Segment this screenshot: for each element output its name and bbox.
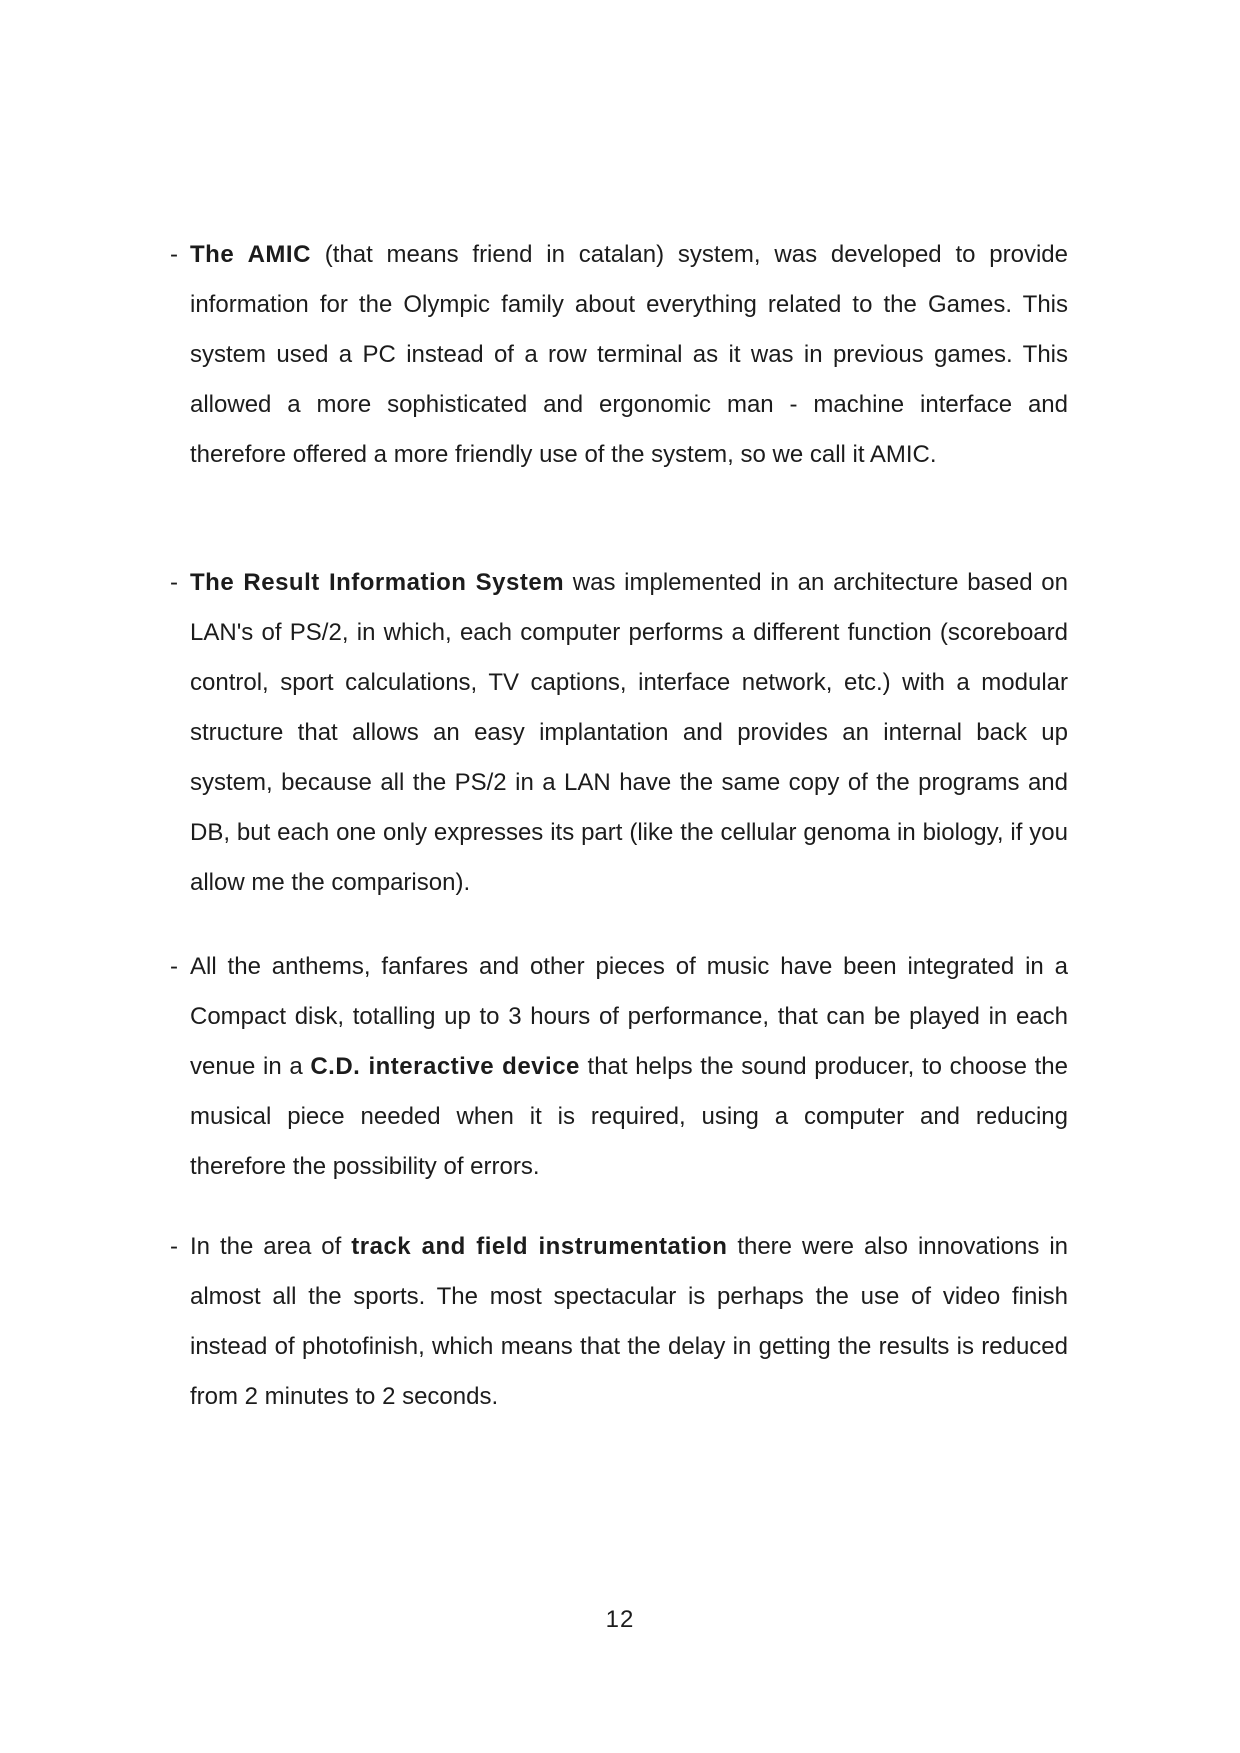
paragraph-text-after: there were also innovations in almost all the sports. The most spectacular is perhaps the use of video finish instead of photofinish, which means that the delay in getting the results is reduced from 2 minutes to 2 seconds. <box>190 1233 1068 1410</box>
paragraph-text-after: that helps the sound producer, to choose the musical piece needed when it is required, using a computer and reducing therefore the possibility of errors. <box>190 1053 1069 1180</box>
paragraph-result-information-system <box>170 558 1069 908</box>
paragraph-track-and-field <box>170 1222 1068 1422</box>
paragraph-text-before: All the anthems, fanfares and other pieces of music have been integrated in a Compact disk, totalling up to 3 hours of performance, that can be played in each venue in a <box>190 953 1068 1080</box>
paragraph-text: (that means friend in catalan) system, was developed to provide information for the Olympic family about everything related to the Games. This system used a PC instead of a row terminal as it was in previous games. This allowed a more sophisticated and ergonomic man - machine interface and therefore offered a more friendly use of the system, so we call it AMIC. <box>190 241 1069 468</box>
page-number: 12 <box>605 1606 635 1633</box>
bullet-dash: - <box>170 1233 178 1260</box>
paragraph-text: was implemented in an architecture based on LAN's of PS/2, in which, each computer performs a different function (scoreboard control, sport calculations, TV captions, interface network, etc.) with a modular structure that allows an easy implantation and provides an internal back up system, because all the PS/2 in a LAN have the same copy of the programs and DB, but each one only expresses its part (like the cellular genoma in biology, if you allow me the comparison). <box>190 569 1069 896</box>
paragraph-amic <box>170 230 1069 480</box>
paragraph-bold-term: C.D. interactive device <box>310 1053 580 1080</box>
paragraph-cd-interactive <box>170 942 1069 1192</box>
bullet-dash: - <box>170 569 178 596</box>
paragraph-bold-term: The AMIC <box>190 241 311 268</box>
bullet-dash: - <box>170 953 178 980</box>
paragraph-text-before: In the area of <box>190 1233 352 1260</box>
bullet-dash: - <box>170 241 178 268</box>
paragraph-bold-term: The Result Information System <box>190 569 565 596</box>
paragraph-bold-term: track and field instrumentation <box>351 1233 728 1260</box>
